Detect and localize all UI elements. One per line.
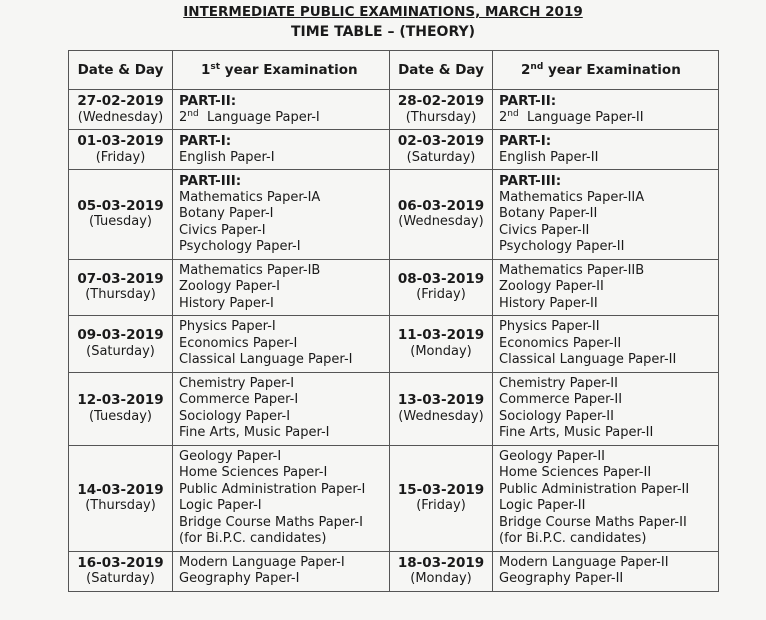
exam-subject: Mathematics Paper-IB	[179, 262, 321, 278]
exam-day: (Thursday)	[85, 498, 156, 513]
exam-day: (Friday)	[416, 498, 466, 513]
exam-date: 27-02-2019	[77, 93, 164, 109]
exam-subject: Geology Paper-II	[499, 448, 606, 464]
exam-subject: Zoology Paper-II	[499, 279, 604, 294]
exam-subject: Mathematics Paper-IA	[179, 189, 321, 205]
second-year-date-cell	[390, 130, 493, 170]
exam-subject: Botany Paper-I	[179, 206, 274, 221]
exam-subject: Bridge Course Maths Paper-I	[179, 514, 363, 530]
exam-subject: Psychology Paper-II	[499, 239, 625, 254]
second-year-date-cell	[390, 170, 493, 260]
first-year-exam-cell	[173, 316, 390, 373]
header-first-year-sup: st	[210, 61, 221, 72]
table-header-row	[69, 51, 719, 90]
exam-subject: Botany Paper-II	[499, 206, 598, 221]
first-year-exam-cell	[173, 170, 390, 260]
exam-part: PART-I:	[499, 133, 552, 149]
exam-day: (Friday)	[416, 287, 466, 303]
header-second-year	[493, 51, 719, 90]
exam-date: 15-03-2019	[397, 481, 485, 498]
document-subtitle: TIME TABLE – (THEORY)	[290, 24, 475, 40]
exam-day: (Saturday)	[86, 343, 155, 359]
second-year-exam-cell	[493, 445, 719, 551]
exam-date: 13-03-2019	[397, 392, 485, 408]
exam-day: (Tuesday)	[88, 214, 153, 230]
second-year-exam-cell	[493, 90, 719, 130]
first-year-exam-cell	[173, 372, 390, 445]
second-year-exam-cell	[493, 316, 719, 373]
exam-day: (Wednesday)	[398, 408, 484, 424]
exam-subject: Public Administration Paper-II	[499, 481, 690, 497]
exam-subject: English Paper-I	[179, 149, 275, 165]
second-year-date-cell	[390, 90, 493, 130]
exam-subject: Geography Paper-II	[499, 571, 624, 586]
exam-day: (Monday)	[410, 571, 472, 586]
exam-subject: Psychology Paper-I	[179, 239, 301, 254]
first-year-exam-cell	[173, 551, 390, 591]
first-year-date-cell	[69, 259, 173, 316]
exam-date: 06-03-2019	[397, 197, 485, 214]
exam-date: 02-03-2019	[397, 133, 485, 149]
second-year-date-cell	[390, 316, 493, 373]
header-second-year-sup: nd	[530, 61, 544, 72]
exam-subject: Geography Paper-I	[179, 571, 300, 586]
exam-subject: 2nd Language Paper-II	[499, 108, 644, 125]
exam-subject: Classical Language Paper-II	[499, 352, 677, 367]
exam-subject: English Paper-II	[499, 149, 599, 165]
exam-subject: (for Bi.P.C. candidates)	[499, 531, 647, 546]
table-row	[69, 130, 719, 170]
second-year-exam-cell	[493, 170, 719, 260]
exam-subject: 2nd Language Paper-I	[179, 108, 320, 125]
document-title: INTERMEDIATE PUBLIC EXAMINATIONS, MARCH 2019	[183, 4, 583, 20]
exam-subject: Geology Paper-I	[179, 448, 282, 464]
exam-part: PART-III:	[499, 173, 562, 189]
exam-subject: Logic Paper-II	[499, 498, 586, 513]
exam-subject: Logic Paper-I	[179, 498, 262, 513]
exam-subject: Mathematics Paper-IIB	[499, 262, 645, 278]
exam-subject: Economics Paper-I	[179, 335, 298, 351]
table-row	[69, 316, 719, 373]
header-first-year-rest: year Examination	[220, 61, 358, 78]
exam-subject: History Paper-II	[499, 295, 598, 311]
exam-date: 28-02-2019	[397, 93, 485, 109]
first-year-exam-cell	[173, 445, 390, 551]
first-year-exam-cell	[173, 90, 390, 130]
table-row	[69, 551, 719, 591]
exam-subject: Modern Language Paper-II	[499, 554, 669, 570]
second-year-date-cell	[390, 551, 493, 591]
exam-subject: Sociology Paper-I	[179, 408, 291, 424]
exam-day: (Thursday)	[85, 287, 156, 303]
exam-subject: History Paper-I	[179, 295, 274, 311]
exam-date: 11-03-2019	[397, 327, 485, 344]
exam-day: (Monday)	[410, 343, 472, 359]
exam-part: PART-III:	[179, 173, 242, 189]
second-year-exam-cell	[493, 372, 719, 445]
table-row	[69, 90, 719, 130]
header-date-day-1: Date & Day	[69, 51, 173, 90]
first-year-exam-cell	[173, 130, 390, 170]
first-year-exam-cell	[173, 259, 390, 316]
exam-date: 05-03-2019	[77, 197, 164, 214]
exam-subject: (for Bi.P.C. candidates)	[179, 531, 327, 546]
exam-date: 14-03-2019	[77, 481, 164, 498]
timetable	[68, 50, 719, 592]
exam-subject: Fine Arts, Music Paper-II	[499, 425, 654, 440]
second-year-date-cell	[390, 372, 493, 445]
exam-subject: Zoology Paper-I	[179, 279, 280, 294]
exam-day: (Saturday)	[86, 571, 155, 586]
exam-subject: Civics Paper-II	[499, 222, 590, 238]
exam-part: PART-II:	[179, 93, 237, 109]
exam-subject: Chemistry Paper-I	[179, 375, 295, 391]
exam-subject: Sociology Paper-II	[499, 408, 614, 424]
second-year-exam-cell	[493, 551, 719, 591]
second-year-exam-cell	[493, 259, 719, 316]
exam-subject: Physics Paper-I	[179, 319, 276, 334]
exam-subject: Physics Paper-II	[499, 319, 600, 334]
second-year-date-cell	[390, 445, 493, 551]
exam-part: PART-II:	[499, 93, 557, 109]
exam-date: 16-03-2019	[77, 554, 164, 571]
first-year-date-cell	[69, 551, 173, 591]
exam-part: PART-I:	[179, 133, 232, 149]
exam-day: (Friday)	[95, 149, 146, 165]
header-second-year-num: 2	[521, 61, 531, 78]
table-row	[69, 372, 719, 445]
exam-subject: Modern Language Paper-I	[179, 554, 345, 570]
exam-subject: Bridge Course Maths Paper-II	[499, 514, 687, 530]
exam-subject: Public Administration Paper-I	[179, 481, 366, 497]
exam-subject: Civics Paper-I	[179, 222, 266, 238]
exam-subject: Classical Language Paper-I	[179, 352, 353, 367]
second-year-date-cell	[390, 259, 493, 316]
exam-subject: Home Sciences Paper-II	[499, 465, 652, 480]
header-date-day-2: Date & Day	[390, 51, 493, 90]
second-year-exam-cell	[493, 130, 719, 170]
first-year-date-cell	[69, 90, 173, 130]
first-year-date-cell	[69, 130, 173, 170]
table-row	[69, 445, 719, 551]
exam-date: 12-03-2019	[77, 392, 164, 408]
exam-day: (Wednesday)	[77, 109, 164, 125]
exam-date: 08-03-2019	[397, 270, 485, 287]
exam-day: (Tuesday)	[88, 408, 153, 424]
header-first-year-num: 1	[201, 61, 211, 78]
exam-date: 01-03-2019	[77, 133, 164, 149]
header-second-year-rest: year Examination	[543, 61, 681, 78]
header-first-year	[173, 51, 390, 90]
exam-day: (Wednesday)	[398, 214, 484, 230]
exam-date: 09-03-2019	[77, 327, 164, 344]
exam-subject: Commerce Paper-I	[179, 392, 299, 407]
exam-subject: Economics Paper-II	[499, 335, 622, 351]
first-year-date-cell	[69, 170, 173, 260]
first-year-date-cell	[69, 372, 173, 445]
exam-day: (Thursday)	[405, 109, 477, 125]
exam-date: 07-03-2019	[77, 270, 164, 287]
first-year-date-cell	[69, 445, 173, 551]
table-row	[69, 259, 719, 316]
exam-date: 18-03-2019	[397, 554, 485, 571]
first-year-date-cell	[69, 316, 173, 373]
table-row	[69, 170, 719, 260]
exam-day: (Saturday)	[406, 149, 476, 165]
exam-subject: Home Sciences Paper-I	[179, 465, 328, 480]
exam-subject: Commerce Paper-II	[499, 392, 623, 407]
exam-subject: Fine Arts, Music Paper-I	[179, 425, 330, 440]
exam-subject: Chemistry Paper-II	[499, 375, 618, 391]
exam-subject: Mathematics Paper-IIA	[499, 189, 645, 205]
